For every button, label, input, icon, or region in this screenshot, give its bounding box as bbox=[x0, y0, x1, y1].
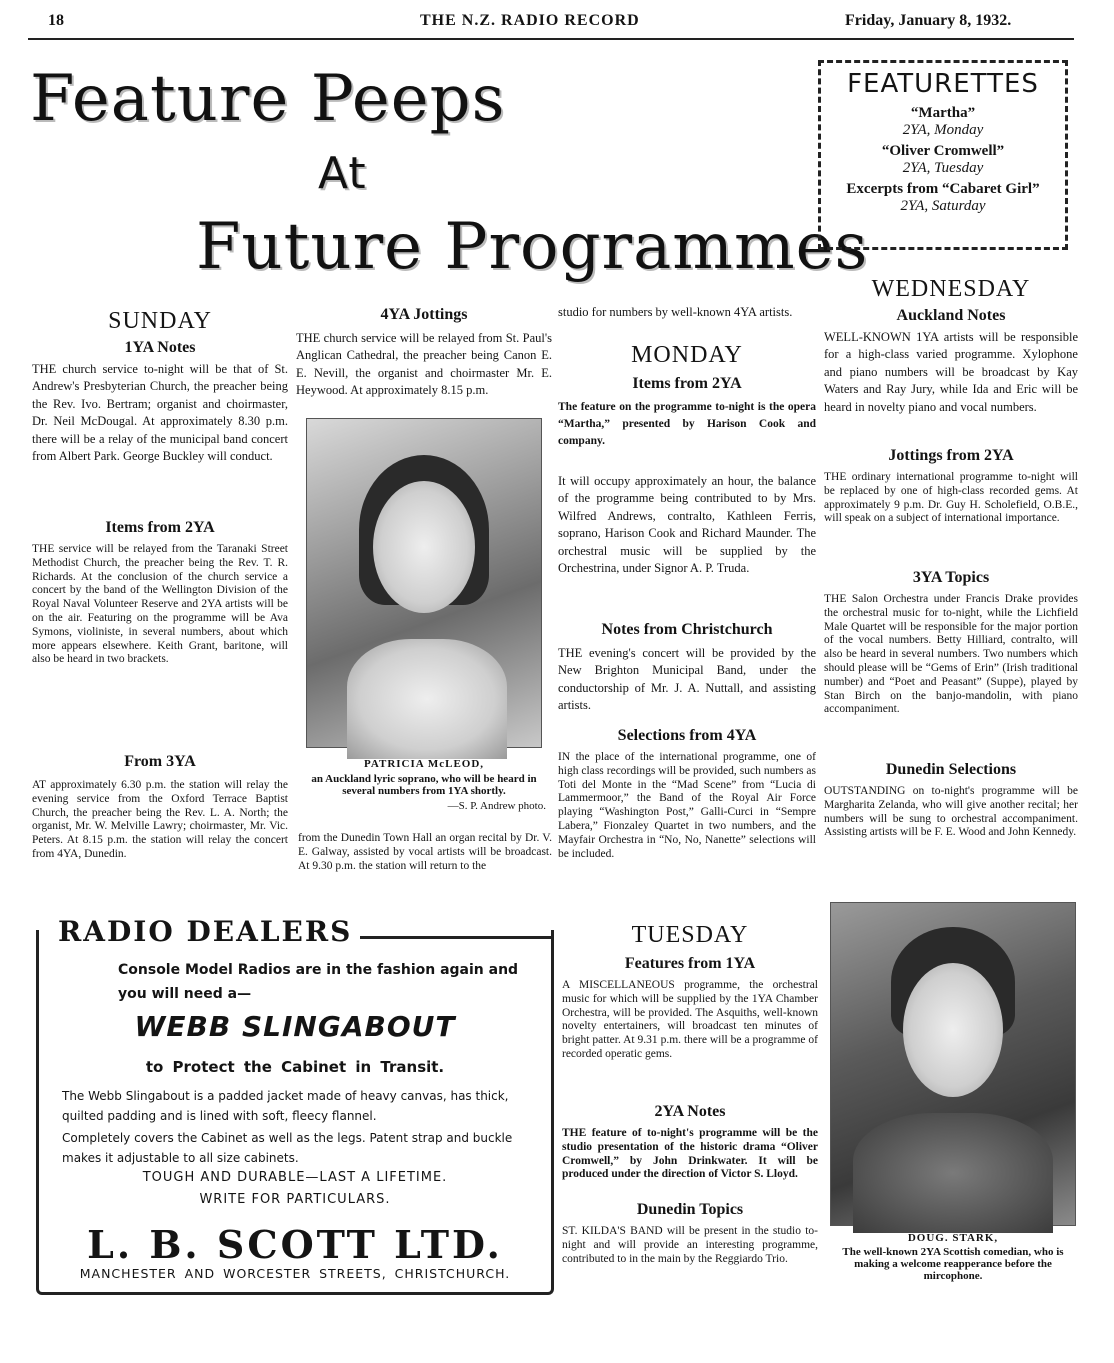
patricia-mcleod-photo bbox=[306, 418, 542, 748]
ad-product: WEBB SLINGABOUT bbox=[134, 1010, 456, 1043]
featurettes-title: FEATURETTES bbox=[847, 69, 1039, 99]
doug-stark-photo bbox=[830, 902, 1076, 1226]
sunday-column bbox=[32, 308, 288, 893]
wednesday-dunedin-title: Dunedin Selections bbox=[885, 761, 1017, 778]
wednesday-3ya-title: 3YA Topics bbox=[912, 569, 990, 586]
featurette-station: 2YA, Saturday bbox=[900, 198, 986, 214]
4ya-jottings-continued: from the Dunedin Town Hall an organ recital by Dr. V. E. Galway, assisted by vocal artists will be broadcast. At 9.30 p.m. the station will return to the bbox=[298, 832, 552, 872]
tuesday-dunedin-title: Dunedin Topics bbox=[636, 1201, 744, 1218]
tuesday-1ya-text: A MISCELLANEOUS programme, the orchestral music for which will be supplied by the 1YA Chamber Orchestra, will be provided. The Asquiths, well-known novelty entertainers, will broadcast ten minutes of bright patter. At 9.31 p.m. there will be a programme of recorded operatic gems. bbox=[562, 979, 818, 1060]
ad-title: RADIO DEALERS bbox=[58, 915, 356, 948]
monday-4ya-text: IN the place of the international programme, one of high class recordings will be provided, such numbers as Toti del Monte in the “Mad Scene” from “Lucia di Lammermoor,” the Band of the Royal Air Force playing “Washington Post,” Galli-Curci in “Sempre Labera,” Fionzaley Quartet in two numbers, and the Mayfair Orchestra in “No, No, Nanette” selections will be included. bbox=[558, 751, 816, 860]
tuesday-column bbox=[562, 922, 818, 1295]
sunday-2ya-title: Items from 2YA bbox=[105, 519, 215, 536]
header-rule bbox=[28, 38, 1074, 40]
wednesday-heading: WEDNESDAY bbox=[871, 276, 1031, 302]
monday-christchurch-title: Notes from Christchurch bbox=[601, 621, 773, 638]
headline-line2: At bbox=[318, 148, 367, 199]
ad-line2: to Protect the Cabinet in Transit. bbox=[145, 1058, 445, 1076]
doug-caption bbox=[836, 1232, 1070, 1282]
sunday-1ya-text: THE church service to-night will be that of St. Andrew's Presbyterian Church, the preacher being the Rev. Ivo. Bertram; organist and choirmaster, Dr. Neil McDougal. At approximately 8.30 p.m. there will be a relay of the municipal band concert from Albert Park. George Buckley will conduct. bbox=[32, 362, 288, 464]
monday-column bbox=[558, 304, 816, 907]
monday-2ya-title: Items from 2YA bbox=[632, 375, 742, 392]
sunday-2ya-text: THE service will be relayed from the Taranaki Street Methodist Church, the preacher being the Rev. T. R. Richards. At the conclusion of the church service a concert by the band of the Wellington Division of the Royal Naval Volunteer Reserve and 2YA artists will be on the air. Featuring on the programme will be Ava Symons, violiniste, in several numbers, about which more appears elsewhere. Keith Grant, baritone, will also be heard in two brackets. bbox=[32, 543, 288, 666]
monday-christchurch-text: THE evening's concert will be provided by the New Brighton Municipal Band, under the conductorship of Mr. J. A. Nuttall, and assisting artists. bbox=[558, 646, 816, 713]
headline-line1: Feature Peeps bbox=[30, 62, 506, 136]
wednesday-2ya-title: Jottings from 2YA bbox=[888, 447, 1014, 464]
featurette-station: 2YA, Tuesday bbox=[902, 160, 984, 176]
wednesday-column bbox=[824, 276, 1078, 871]
sunday-heading: SUNDAY bbox=[108, 308, 212, 334]
wednesday-auckland-title: Auckland Notes bbox=[896, 307, 1006, 324]
wednesday-dunedin-text: OUTSTANDING on to-night's programme will be Margharita Zelanda, who will give another recital; her numbers will be sung to orchestral accompaniment. Assisting artists will be F. E. Wood and John Kennedy. bbox=[824, 785, 1078, 839]
col2 bbox=[296, 306, 552, 414]
tuesday-1ya-title: Features from 1YA bbox=[624, 955, 756, 972]
featurette-name: “Oliver Cromwell” bbox=[881, 143, 1005, 159]
monday-2ya-text: It will occupy approximately an hour, the balance of the programme being contributed to by Mrs. Wilfred Andrews, contralto, Kathleen Ferris, soprano, Harison Cook and Richard Maunder. The orchestral music will be supplied by the Orchestrina, under Signor A. P. Truda. bbox=[558, 474, 816, 576]
featurettes-box bbox=[818, 60, 1068, 250]
doug-caption-name: DOUG. STARK, bbox=[907, 1232, 999, 1244]
patricia-caption-name: PATRICIA McLEOD, bbox=[363, 758, 485, 770]
featurette-item bbox=[821, 105, 1065, 139]
featurette-item bbox=[821, 181, 1065, 215]
doug-caption-text: The well-known 2YA Scottish comedian, who is making a welcome reapperance before the mircophone. bbox=[842, 1246, 1064, 1282]
wednesday-auckland-text: WELL-KNOWN 1YA artists will be responsible for a high-class varied programme. Xylophone and piano numbers will be broadcast by Kay Waters and Ray Jury, while Ida and Eric will be heard in novelty piano and vocal numbers. bbox=[824, 330, 1078, 414]
wednesday-3ya-text: THE Salon Orchestra under Francis Drake provides the orchestral music for to-night, while the Lichfield Male Quartet will be responsible for the major portion of the vocal numbers. Betty Hilliard, contralto, will also be heard in several numbers. Two numbers which should please will be “Gems of Erin” (Irish traditional number) and “Poet and Peasant” (Suppe), played by Stan Birch on the banjo-mandolin, with piano accompaniment. bbox=[824, 593, 1078, 716]
tuesday-heading: TUESDAY bbox=[631, 922, 749, 948]
patricia-photo-credit: —S. P. Andrew photo. bbox=[447, 800, 546, 812]
4ya-jottings-text: THE church service will be relayed from St. Paul's Anglican Cathedral, the preacher being Canon E. E. Nevill, the organist and choirmaster Mr. E. Heywood. At approximately 8.15 p.m. bbox=[296, 331, 552, 398]
ad-top-rule bbox=[360, 936, 554, 939]
page-number: 18 bbox=[48, 12, 64, 29]
ad-address: MANCHESTER AND WORCESTER STREETS, CHRISTCHURCH. bbox=[79, 1266, 511, 1281]
publication-title: THE N.Z. RADIO RECORD bbox=[420, 12, 640, 29]
monday-heading: MONDAY bbox=[631, 342, 743, 368]
ad-desc1: The Webb Slingabout is a padded jacket made of heavy canvas, has thick, quilted padding and is lined with soft, fleecy flannel. bbox=[62, 1089, 509, 1123]
headline-line3: Future Programmes bbox=[196, 210, 869, 284]
col3-continued: studio for numbers by well-known 4YA artists. bbox=[558, 305, 793, 319]
tuesday-2ya-text: THE feature of to-night's programme will be the studio presentation of the historic drama “Oliver Cromwell,” by John Drinkwater. It will be produced under the direction of Victor S. Lloyd. bbox=[562, 1127, 818, 1181]
featurette-item bbox=[821, 143, 1065, 177]
tuesday-dunedin-text: ST. KILDA'S BAND will be present in the studio to-night and will provide an interesting programme, contributed to in the main by the Reggiardo Trio. bbox=[562, 1225, 818, 1265]
sunday-3ya-text: AT approximately 6.30 p.m. the station will relay the evening service from the Oxford Terrace Baptist Church, the preacher being the Rev. L. A. North; the organist, Mr. W. Melville Lawry; choirmaster, Mr. Vic. Peters. At 8.15 p.m. the station will relay the concert from 4YA, Dunedin. bbox=[32, 779, 288, 860]
patricia-caption bbox=[302, 758, 546, 812]
sunday-3ya-title: From 3YA bbox=[124, 753, 196, 770]
ad-line1: Console Model Radios are in the fashion again and you will need a— bbox=[118, 962, 519, 1002]
featurette-name: “Martha” bbox=[910, 105, 976, 121]
patricia-caption-text: an Auckland lyric soprano, who will be heard in several numbers from 1YA shortly. bbox=[311, 773, 537, 797]
monday-2ya-lead: The feature on the programme to-night is the opera “Martha,” presented by Harison Cook and company. bbox=[558, 401, 816, 447]
4ya-jottings-title: 4YA Jottings bbox=[380, 306, 468, 323]
ad-desc2: Completely covers the Cabinet as well as the legs. Patent strap and buckle makes it adjustable to all size cabinets. bbox=[62, 1131, 513, 1165]
sunday-1ya-title: 1YA Notes bbox=[124, 339, 196, 356]
ad-tagline: TOUGH AND DURABLE—LAST A LIFETIME. bbox=[142, 1170, 448, 1185]
issue-date: Friday, January 8, 1932. bbox=[845, 12, 1012, 29]
monday-4ya-title: Selections from 4YA bbox=[617, 727, 757, 744]
featurette-name: Excerpts from “Cabaret Girl” bbox=[846, 181, 1040, 197]
wednesday-2ya-text: THE ordinary international programme to-night will be replaced by one of high-class recorded gems. At approximately 9 p.m. Dr. Guy H. Scholefield, O.B.E., will speak on a subject of international importance. bbox=[824, 471, 1078, 525]
featurette-station: 2YA, Monday bbox=[902, 122, 984, 138]
tuesday-2ya-title: 2YA Notes bbox=[654, 1103, 726, 1120]
ad-company: L. B. SCOTT LTD. bbox=[87, 1222, 503, 1267]
ad-cta: WRITE FOR PARTICULARS. bbox=[199, 1192, 391, 1207]
